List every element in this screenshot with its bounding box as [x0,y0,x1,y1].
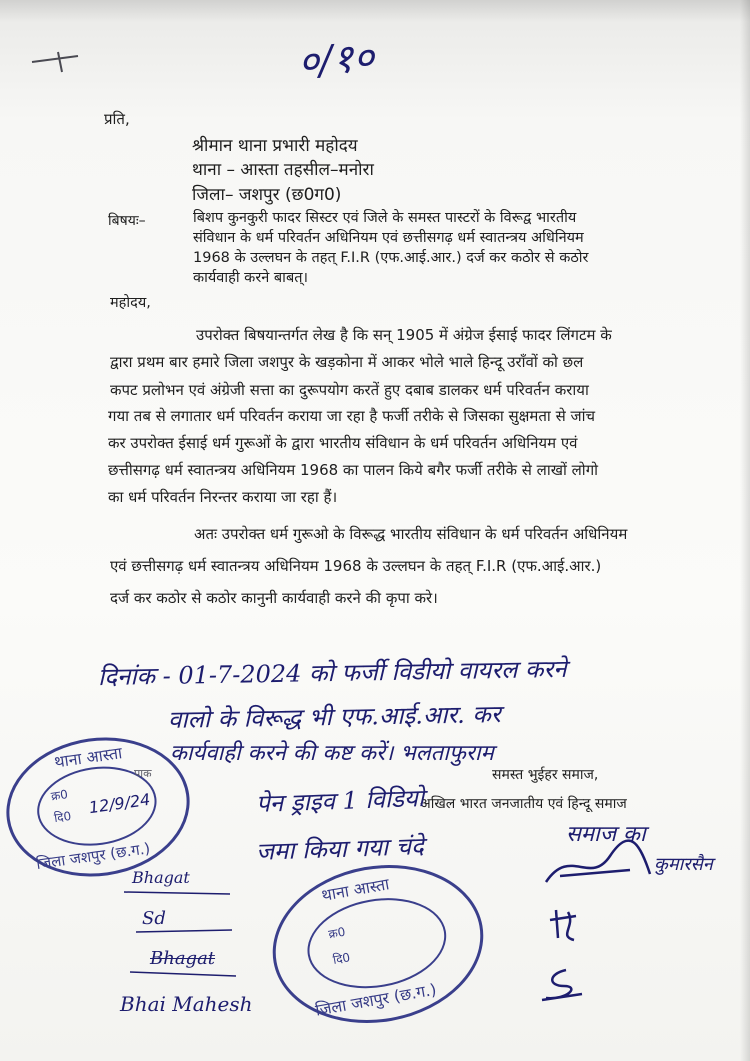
para2-line-1: अतः उपरोक्त धर्म गुरूओ के विरूद्ध भारतीय संविधान के धर्म परिवर्तन अधिनियम [194,525,628,543]
para1-line-2: द्वारा प्रथम बार हमारे जिला जशपुर के खड़कोना में आकर भोले भाले हिन्दू उराँवों को छल [110,353,584,371]
handwritten-note-line-1: दिनांक - 01-7-2024 को फर्जी विडीयो वायरल करने [97,654,567,692]
signature-right-1 [540,836,660,896]
signature-right-3 [538,964,586,1004]
stamp2-top-text: थाना आस्ता [320,874,391,905]
sender-line-2: अखिल भारत जनजातीय एवं हिन्दू समाज [420,796,627,812]
stamp-fragment: पाक [134,767,152,780]
salutation: महोदय, [110,295,151,311]
samaj-note: समाज का [566,822,646,847]
handwritten-page-number: ०/१० [296,34,376,86]
handwritten-pendrive-line-2: जमा किया गया चंदे [255,832,425,866]
para2-line-3: दर्ज कर कठोर से कठोर कानुनी कार्यवाही करने की कृपा करे। [110,589,438,607]
subject-line-2: संविधान के धर्म परिवर्तन अधिनियम एवं छत्तीसगढ़ धर्म स्वातन्त्रय अधिनियम [193,230,584,246]
stamp1-bottom-text: जिला जशपुर (छ.ग.) [35,839,152,874]
handwritten-pendrive-line-1: पेन ड्राइव 1 विडियो [255,784,425,818]
subject-line-3: 1968 के उल्लघन के तहत् F.I.R (एफ.आई.आर.) दर्ज कर कठोर से कठोर [193,250,589,266]
para2-line-2: एवं छत्तीसगढ़ धर्म स्वातन्त्रय अधिनियम 1968 के उल्लघन के तहत् F.I.R (एफ.आई.आर.) [110,557,602,575]
subject-line-1: बिशप कुनकुरी फादर सिस्टर एवं जिले के समस्त पास्टरों के विरूद्व भारतीय [193,210,577,226]
subject-label: बिषयः– [108,213,146,229]
corner-scribble [28,48,88,78]
addressee-line-1: श्रीमान थाना प्रभारी महोदय [192,136,358,156]
para1-line-4: गया तब से लगातार धर्म परिवर्तन कराया जा रहा है फर्जी तरीके से जिसका सुक्षमता से जांच [108,407,596,425]
signature-left-2: Sd [142,908,166,929]
addressee-prati: प्रति, [104,110,130,128]
scan-shadow-top [0,0,750,22]
stamp1-ka: क्र0 [50,787,69,804]
signature-left-1: Bhagat [132,868,190,887]
name-right: कुमारसैन [654,854,713,875]
stamp2-di: दि0 [331,950,352,967]
para1-line-3: कपट प्रलोभन एवं अंग्रेजी सत्ता का दुरूपयोग करतें हुए दबाब डालकर धर्म परिवर्तन कराया [110,381,589,399]
stamp2-ka: क्र0 [327,924,347,942]
stamp1-date: 12/9/24 [87,789,152,818]
subject-line-4: कार्यवाही करने बाबत्। [193,270,308,286]
addressee-line-2: थाना – आस्ता तहसील–मनोरा [192,160,374,180]
para1-line-7: का धर्म परिवर्तन निरन्तर कराया जा रहा हैं। [108,488,338,506]
para1-line-6: छत्तीसगढ़ धर्म स्वातन्त्रय अधिनियम 1968 का पालन किये बगैर फर्जी तरीके से लाखों लोगो [108,461,599,479]
para1-line-1: उपरोक्त बिषयान्तर्गत लेख है कि सन् 1905 में अंग्रेज ईसाई फादर लिंगटम के [196,326,612,344]
handwritten-note-line-2: वालो के विरूद्ध भी एफ.आई.आर. कर [167,700,501,734]
scan-shadow-right [740,0,750,1061]
signature-left-4: Bhai Mahesh [120,992,253,1016]
signature-left-underlines [120,880,250,1000]
handwritten-note-line-3: कार्यवाही करने की कष्ट करें। भलताफुराम [170,741,494,766]
stamp1-top-text: थाना आस्ता [53,743,124,772]
addressee-line-3: जिला– जशपुर (छ0ग0) [192,185,342,205]
sender-line-1: समस्त भुईहर समाज, [492,767,599,783]
para1-line-5: कर उपरोक्त ईसाई धर्म गुरूओं के द्वारा भारतीय संविधान के धर्म परिवर्तन अधिनियम एवं [108,434,578,452]
signature-left-3: Bhagat [150,948,216,969]
stamp2-bottom-text: जिला जशपुर (छ.ग.) [313,979,438,1020]
signature-right-2 [546,906,586,942]
stamp1-di: दि0 [53,808,73,826]
